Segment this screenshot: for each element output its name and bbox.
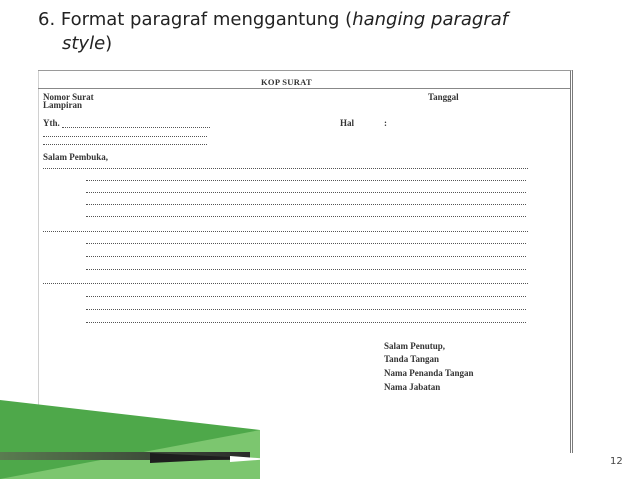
address-dotted-line <box>43 136 207 137</box>
footer-highlight-decoration <box>230 456 270 462</box>
body-dotted-line <box>43 168 528 169</box>
body-dotted-line <box>43 231 528 232</box>
hal-label: Hal <box>340 118 355 128</box>
tembusan-label: Tembusan <box>43 406 83 416</box>
nama-jabatan-label: Nama Jabatan <box>384 382 441 392</box>
letter-document <box>38 70 573 453</box>
tanda-tangan-label: Tanda Tangan <box>384 354 439 364</box>
green-corner-decoration <box>0 400 260 479</box>
slide-title <box>38 8 618 56</box>
body-dotted-line <box>86 243 526 244</box>
body-dotted-line <box>86 180 526 181</box>
page-number: 12 <box>610 456 623 467</box>
address-dotted-line <box>43 144 207 145</box>
tanggal-label: Tanggal <box>428 92 459 102</box>
body-dotted-line <box>86 309 526 310</box>
body-dotted-line <box>86 296 526 297</box>
body-dotted-line <box>86 256 526 257</box>
body-dotted-line <box>86 216 526 217</box>
body-dotted-line <box>86 269 526 270</box>
yth-label: Yth. <box>43 118 60 128</box>
body-dotted-line <box>86 322 526 323</box>
body-dotted-line <box>86 192 526 193</box>
nomor-surat-label: Nomor Surat <box>43 92 94 102</box>
salam-pembuka-label: Salam Pembuka, <box>43 152 109 162</box>
title-italic-1: hanging paragraf <box>352 9 509 30</box>
hal-colon: : <box>384 118 387 128</box>
body-dotted-line <box>43 283 528 284</box>
lampiran-label: Lampiran <box>43 100 83 110</box>
document-edge <box>38 71 39 453</box>
title-close: ) <box>105 33 113 54</box>
kop-divider <box>38 88 570 89</box>
title-lead: 6. Format paragraf menggantung ( <box>38 9 353 30</box>
yth-dotted-line <box>62 127 210 128</box>
body-dotted-line <box>86 204 526 205</box>
salam-penutup-label: Salam Penutup, <box>384 341 446 351</box>
inisial-label: Inisial <box>43 432 68 442</box>
title-italic-2: style <box>62 33 106 54</box>
kop-surat: KOP SURAT <box>261 77 312 87</box>
nama-penanda-tangan-label: Nama Penanda Tangan <box>384 368 474 378</box>
